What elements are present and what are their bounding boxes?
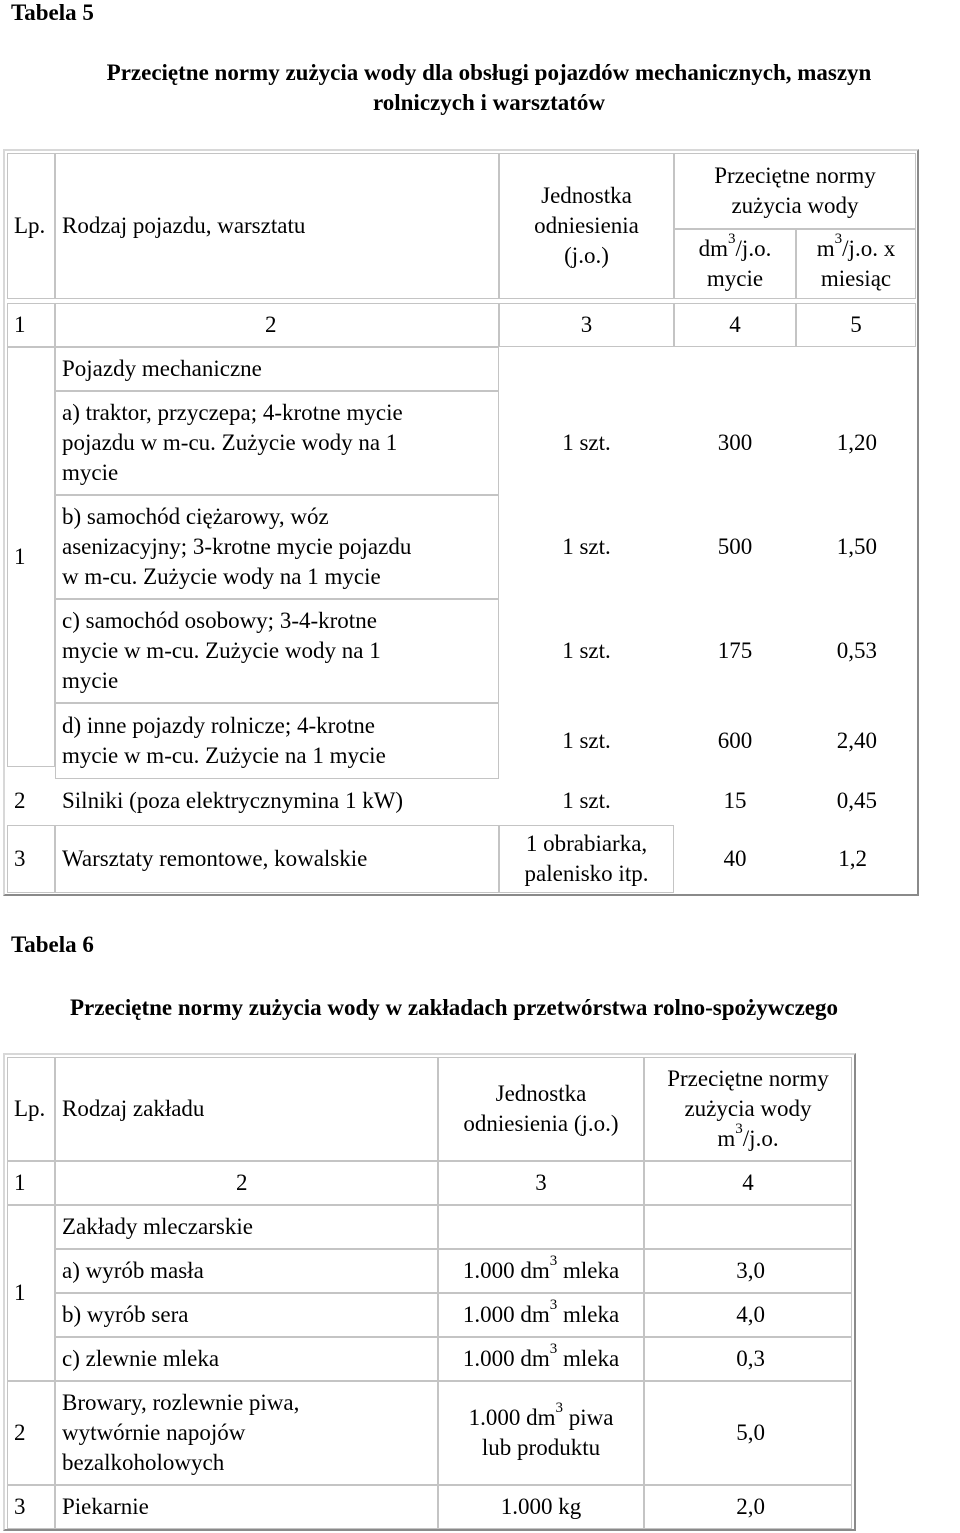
t6-g1-row-c-jo: 1.000 $dm^3$ mleka (438, 1337, 644, 1381)
t6-row3-norm: 2,0 (644, 1485, 852, 1529)
t5-header-normy: Przeciętne normy zużycia wody (674, 153, 916, 229)
t5-header-lp: Lp. (7, 153, 55, 299)
t6-row3-jo: 1.000 kg (438, 1485, 644, 1529)
t5-g1-row-a-dm: 300 (717, 430, 753, 455)
t6-header-rodzaj: Rodzaj zakładu (55, 1057, 438, 1161)
t6-header-lp: Lp. (7, 1057, 55, 1161)
t6-header-normy: Przeciętne normy zużycia wody $m^3/j.o$. (644, 1057, 852, 1161)
t6-g1-row-b-norm: 4,0 (644, 1293, 852, 1337)
t6-g1-row-b-name: b) wyrób sera (55, 1293, 438, 1337)
t5-header-dm: $dm^3/j.o$. mycie (674, 229, 796, 299)
t5-g1-title-empty (499, 347, 916, 391)
t6-g1-row-c-name: c) zlewnie mleka (55, 1337, 438, 1381)
t6-row3-lp: 3 (7, 1485, 55, 1529)
t6-row2-norm: 5,0 (644, 1381, 852, 1485)
t5-g1-row-d-jo: 1 szt. (562, 728, 611, 753)
t5-row3-jo: 1 obrabiarka, palenisko itp. (499, 825, 674, 893)
t5-g1-row-b-jo: 1 szt. (562, 534, 611, 559)
t6-g1-row-a-norm: 3,0 (644, 1249, 852, 1293)
t6-g1-row-a-jo: 1.000 $dm^3$ mleka (438, 1249, 644, 1293)
t5-row2-dm: 15 (723, 788, 747, 813)
t5-num-2: 2 (55, 303, 499, 347)
t5-g1-row-d-dm: 600 (717, 728, 753, 753)
t6-g1-title: Zakłady mleczarskie (55, 1205, 438, 1249)
t5-g1-lp: 1 (7, 347, 55, 767)
t5-g1-row-d-m: 2,40 (836, 728, 877, 753)
t5-g1-row-b-dm: 500 (717, 534, 753, 559)
t6-num-3: 3 (438, 1161, 644, 1205)
t6-num-2: 2 (55, 1161, 438, 1205)
tabela6-label: Tabela 6 (11, 932, 94, 957)
t6-g1-title-empty-jo (438, 1205, 644, 1249)
t6-g1-row-b-jo: 1.000 $dm^3$ mleka (438, 1293, 644, 1337)
t6-g1-title-empty-norm (644, 1205, 852, 1249)
t5-g1-row-a-jo: 1 szt. (562, 430, 611, 455)
t5-header-rodzaj: Rodzaj pojazdu, warsztatu (55, 153, 499, 299)
t6-row3-name: Piekarnie (55, 1485, 438, 1529)
t5-g1-row-b-name: b) samochód ciężarowy, wóz asenizacyjny; 3-krotne mycie pojazdu w m-cu. Zużycie wody na 1 mycie (55, 495, 499, 599)
t5-row3-name: Warsztaty remontowe, kowalskie (55, 825, 499, 893)
t6-g1-lp: 1 (7, 1205, 55, 1381)
t5-row3-dm: 40 (723, 846, 747, 871)
t6-num-4: 4 (644, 1161, 852, 1205)
tabela5-label: Tabela 5 (11, 0, 94, 25)
t5-header-m: $m^3/j.o$. x miesiąc (796, 229, 916, 299)
t6-row2-jo: 1.000 $dm^3$ piwa lub produktu (438, 1381, 644, 1485)
t5-row3-lp: 3 (7, 825, 55, 893)
t6-header-jednostka: Jednostka odniesienia (j.o.) (438, 1057, 644, 1161)
tabela5-title-line1: Przeciętne normy zużycia wody dla obsługi pojazdów mechanicznych, maszyn (106, 60, 872, 85)
t5-g1-row-a-m: 1,20 (836, 430, 877, 455)
t6-g1-row-a-name: a) wyrób masła (55, 1249, 438, 1293)
t5-row2-lp: 2 (14, 788, 26, 813)
t5-g1-row-c-jo: 1 szt. (562, 638, 611, 663)
t6-num-1: 1 (7, 1161, 55, 1205)
t6-row2-lp: 2 (7, 1381, 55, 1485)
t5-row2-m: 0,45 (836, 788, 877, 813)
t5-g1-row-c-name: c) samochód osobowy; 3-4-krotne mycie w m-cu. Zużycie wody na 1 mycie (55, 599, 499, 703)
t5-g1-row-c-dm: 175 (717, 638, 753, 663)
t5-g1-row-a-name: a) traktor, przyczepa; 4-krotne mycie pojazdu w m-cu. Zużycie wody na 1 mycie (55, 391, 499, 495)
t5-row3-m: 1,2 (838, 846, 867, 871)
t5-num-5: 5 (796, 303, 916, 347)
t6-g1-row-c-norm: 0,3 (644, 1337, 852, 1381)
t5-row2-jo: 1 szt. (562, 788, 611, 813)
t5-g1-title: Pojazdy mechaniczne (55, 347, 499, 391)
t5-g1-row-d-name: d) inne pojazdy rolnicze; 4-krotne mycie w m-cu. Zużycie na 1 mycie (55, 703, 499, 779)
tabela5-title-line2: rolniczych i warsztatów (372, 90, 606, 115)
t5-num-4: 4 (674, 303, 796, 347)
t6-row2-name: Browary, rozlewnie piwa, wytwórnie napojów bezalkoholowych (55, 1381, 438, 1485)
tabela5-title (40, 58, 960, 118)
t5-num-1: 1 (7, 303, 55, 347)
t5-g1-row-b-m: 1,50 (836, 534, 877, 559)
tabela6-title: Przeciętne normy zużycia wody w zakładach przetwórstwa rolno-spożywczego (70, 995, 838, 1020)
t5-g1-row-c-m: 0,53 (836, 638, 877, 663)
t5-row2-name: Silniki (poza elektrycznymina 1 kW) (62, 788, 404, 813)
t5-num-3: 3 (499, 303, 674, 347)
t5-header-jednostka: Jednostka odniesienia (j.o.) (499, 153, 674, 299)
